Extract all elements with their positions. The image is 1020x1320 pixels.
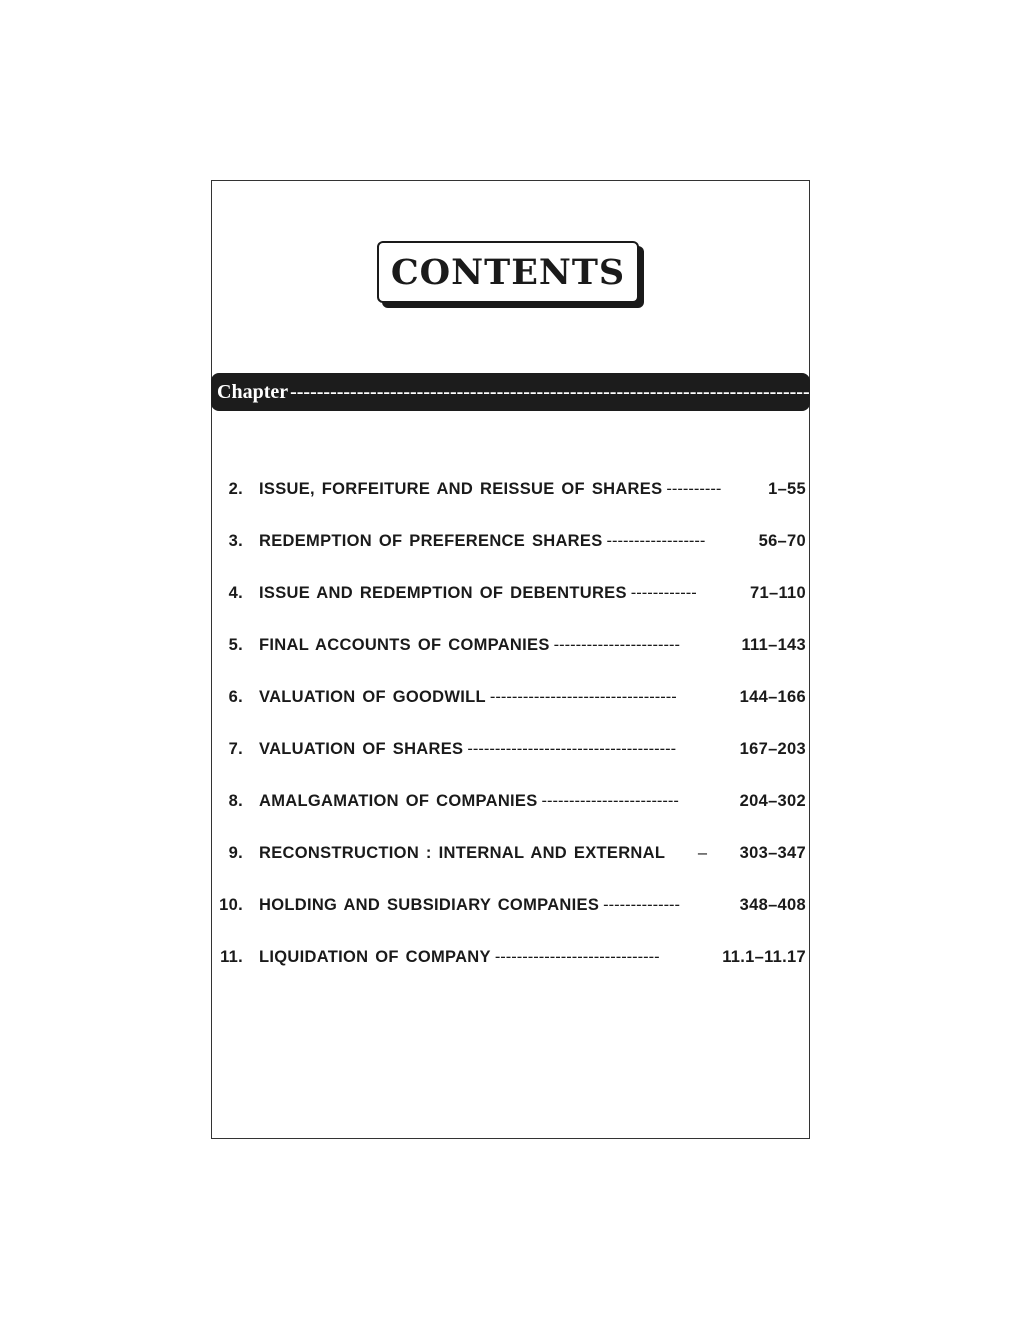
toc-entry-2[interactable] (214, 463, 806, 515)
page-title: CONTENTS (390, 251, 626, 293)
title-box-frame (377, 241, 639, 303)
dot-leader: ------------------ (606, 531, 706, 550)
toc-entry-3[interactable] (214, 515, 806, 567)
toc-entry-10[interactable] (214, 879, 806, 931)
chapter-title[interactable]: ISSUE, FORFEITURE AND REISSUE OF SHARES (259, 479, 663, 498)
toc-entry-6[interactable] (214, 671, 806, 723)
page-range: 11.1–11.17 (722, 947, 806, 966)
chapter-number: 5. (228, 635, 243, 654)
dot-leader: -------------- (603, 895, 681, 914)
toc-entry-7[interactable] (214, 723, 806, 775)
chapter-number: 6. (228, 687, 243, 706)
dot-leader: – (697, 843, 708, 862)
dot-leader: ---------------------------------- (489, 687, 677, 706)
page-range: 1–55 (768, 479, 806, 498)
chapter-number: 10. (219, 895, 243, 914)
dot-leader: -------------------------------------- (467, 739, 677, 758)
chapter-title[interactable]: AMALGAMATION OF COMPANIES (259, 791, 538, 810)
column-header-bar (211, 373, 1008, 411)
dot-leader: ---------- (666, 479, 722, 498)
chapter-number: 7. (228, 739, 243, 758)
dot-leader: ------------------------- (541, 791, 679, 810)
toc-entry-8[interactable] (214, 775, 806, 827)
toc-list (214, 463, 806, 983)
chapter-title[interactable]: LIQUIDATION OF COMPANY (259, 947, 491, 966)
page-range: 204–302 (739, 791, 806, 810)
page-number-column-label: Page No. (931, 380, 1008, 403)
chapter-number: 11. (220, 947, 243, 966)
contents-title-box (377, 241, 639, 303)
dot-leader: ------------ (630, 583, 697, 602)
page-range: 303–347 (739, 843, 806, 862)
chapter-title[interactable]: VALUATION OF SHARES (259, 739, 464, 758)
page-range: 111–143 (741, 635, 806, 654)
chapter-column-label: Chapter (217, 380, 289, 403)
chapter-title[interactable]: VALUATION OF GOODWILL (259, 687, 486, 706)
chapter-title[interactable]: REDEMPTION OF PREFERENCE SHARES (259, 531, 603, 550)
toc-entry-11[interactable] (214, 931, 806, 983)
chapter-title[interactable]: FINAL ACCOUNTS OF COMPANIES (259, 635, 550, 654)
toc-entry-4[interactable] (214, 567, 806, 619)
chapter-number: 4. (228, 583, 243, 602)
page-range: 348–408 (739, 895, 806, 914)
dot-leader: ------------------------------ (494, 947, 660, 966)
page-range: 144–166 (739, 687, 806, 706)
header-leader: ------------------------------------------------------------------------------------------------ (290, 380, 930, 403)
chapter-title[interactable]: ISSUE AND REDEMPTION OF DEBENTURES (259, 583, 627, 602)
chapter-number: 9. (228, 843, 243, 862)
chapter-number: 8. (228, 791, 243, 810)
toc-entry-5[interactable] (214, 619, 806, 671)
chapter-number: 2. (228, 479, 243, 498)
toc-entry-9[interactable] (214, 827, 806, 879)
page-range: 167–203 (739, 739, 806, 758)
dot-leader: ----------------------- (553, 635, 681, 654)
chapter-number: 3. (228, 531, 243, 550)
chapter-title[interactable]: RECONSTRUCTION : INTERNAL AND EXTERNAL (259, 843, 666, 862)
page-range: 56–70 (758, 531, 806, 550)
chapter-title[interactable]: HOLDING AND SUBSIDIARY COMPANIES (259, 895, 600, 914)
page-range: 71–110 (750, 583, 806, 602)
